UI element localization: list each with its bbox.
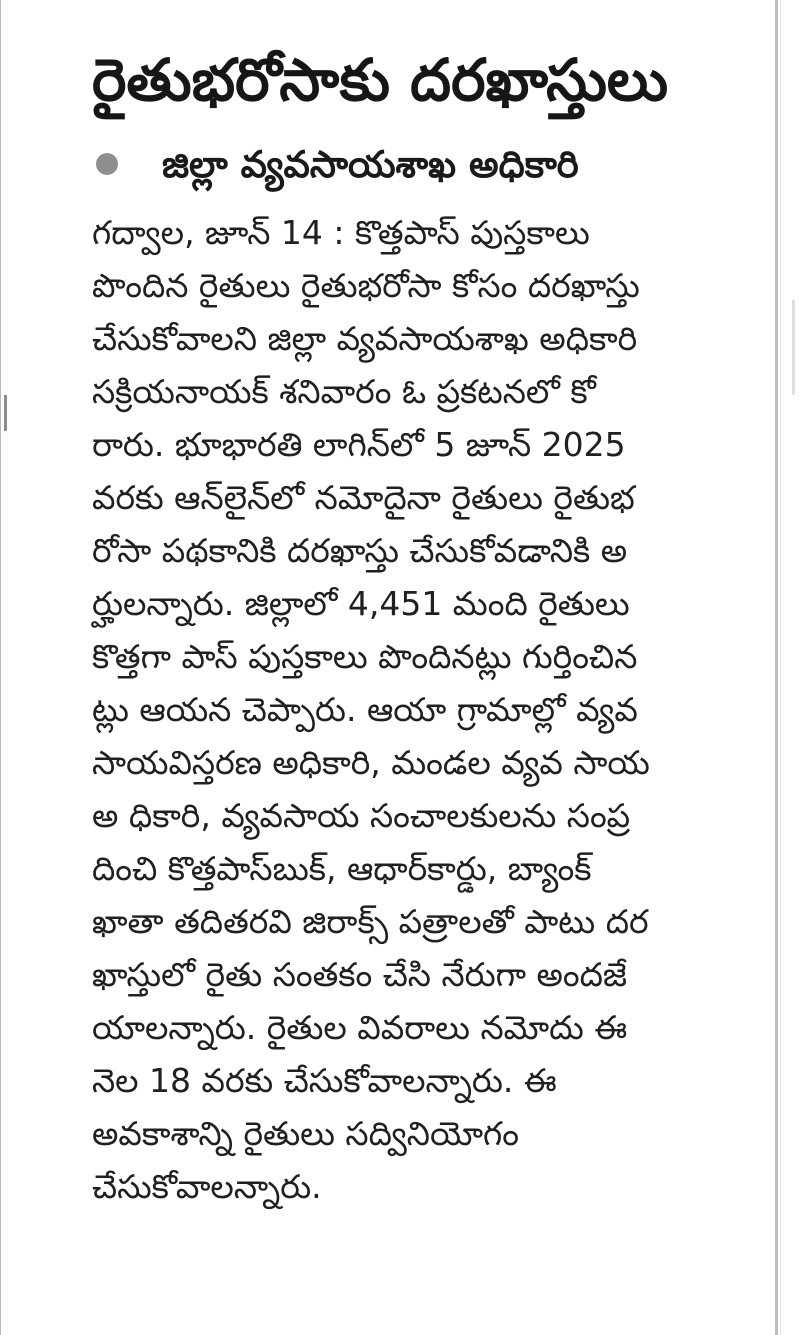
article-body-line: ర్హులన్నారు. జిల్లాలో 4,451 మంది రైతులు <box>92 584 630 623</box>
column-rule <box>775 0 778 1335</box>
article-body-line: ఖాస్తులో రైతు సంతకం చేసి నేరుగా అందజే <box>92 955 628 994</box>
left-edge-line <box>0 0 1 1335</box>
article-headline: రైతుభరోసాకు దరఖాస్తులు <box>92 46 669 114</box>
article-body-line: ట్లు ఆయన చెప్పారు. ఆయా గ్రామాల్లో వ్యవ <box>92 690 638 729</box>
bullet-dot-icon <box>96 153 118 175</box>
article-body-line: నెల 18 వరకు చేసుకోవాలన్నారు. ఈ <box>92 1061 557 1100</box>
article-body <box>92 206 752 1213</box>
column-rule-shadow <box>780 0 781 1335</box>
article-body-line: ఖాతా తదితరవి జిరాక్స్ పత్రాలతో పాటు దర <box>92 902 649 941</box>
article-body-line: వరకు ఆన్‌లైన్‌లో నమోదైనా రైతులు రైతుభ <box>92 478 635 517</box>
article-body-line: అ ధికారి, వ్యవసాయ సంచాలకులను సంప్ర <box>92 796 631 835</box>
article-body-line: అవకాశాన్ని రైతులు సద్వినియోగం <box>92 1114 519 1153</box>
article-body-line: రోసా పథకానికి దరఖాస్తు చేసుకోవడానికి అ <box>92 531 628 570</box>
article-body-line: చేసుకోవాలని జిల్లా వ్యవసాయశాఖ అధికారి <box>92 319 638 358</box>
article-body-line: యాలన్నారు. రైతుల వివరాలు నమోదు ఈ <box>92 1008 628 1047</box>
news-article <box>92 40 752 1213</box>
article-body-line: సాయవిస్తరణ అధికారి, మండల వ్యవ సాయ <box>92 743 650 782</box>
right-margin-mark <box>792 300 795 395</box>
article-body-line: సక్రియనాయక్ శనివారం ఓ ప్రకటనలో కో <box>92 372 596 411</box>
article-body-line: దించి కొత్తపాస్‌బుక్, ఆధార్‌కార్డు, బ్యాంక్ <box>92 849 592 888</box>
article-body-line: రారు. భూభారతి లాగిన్‌లో 5 జూన్ 2025 <box>92 425 626 464</box>
left-margin-mark <box>4 395 7 431</box>
subheadline-text: జిల్లా వ్యవసాయశాఖ అధికారి <box>162 143 579 186</box>
article-body-line: చేసుకోవాలన్నారు. <box>92 1167 322 1206</box>
article-body-line: పొందిన రైతులు రైతుభరోసా కోసం దరఖాస్తు <box>92 266 640 305</box>
article-body-line: గద్వాల, జూన్ 14 : కొత్తపాస్ పుస్తకాలు <box>92 213 590 252</box>
article-body-line: కొత్తగా పాస్ పుస్తకాలు పొందినట్లు గుర్తించిన <box>92 637 638 676</box>
article-subheadline <box>92 138 752 198</box>
